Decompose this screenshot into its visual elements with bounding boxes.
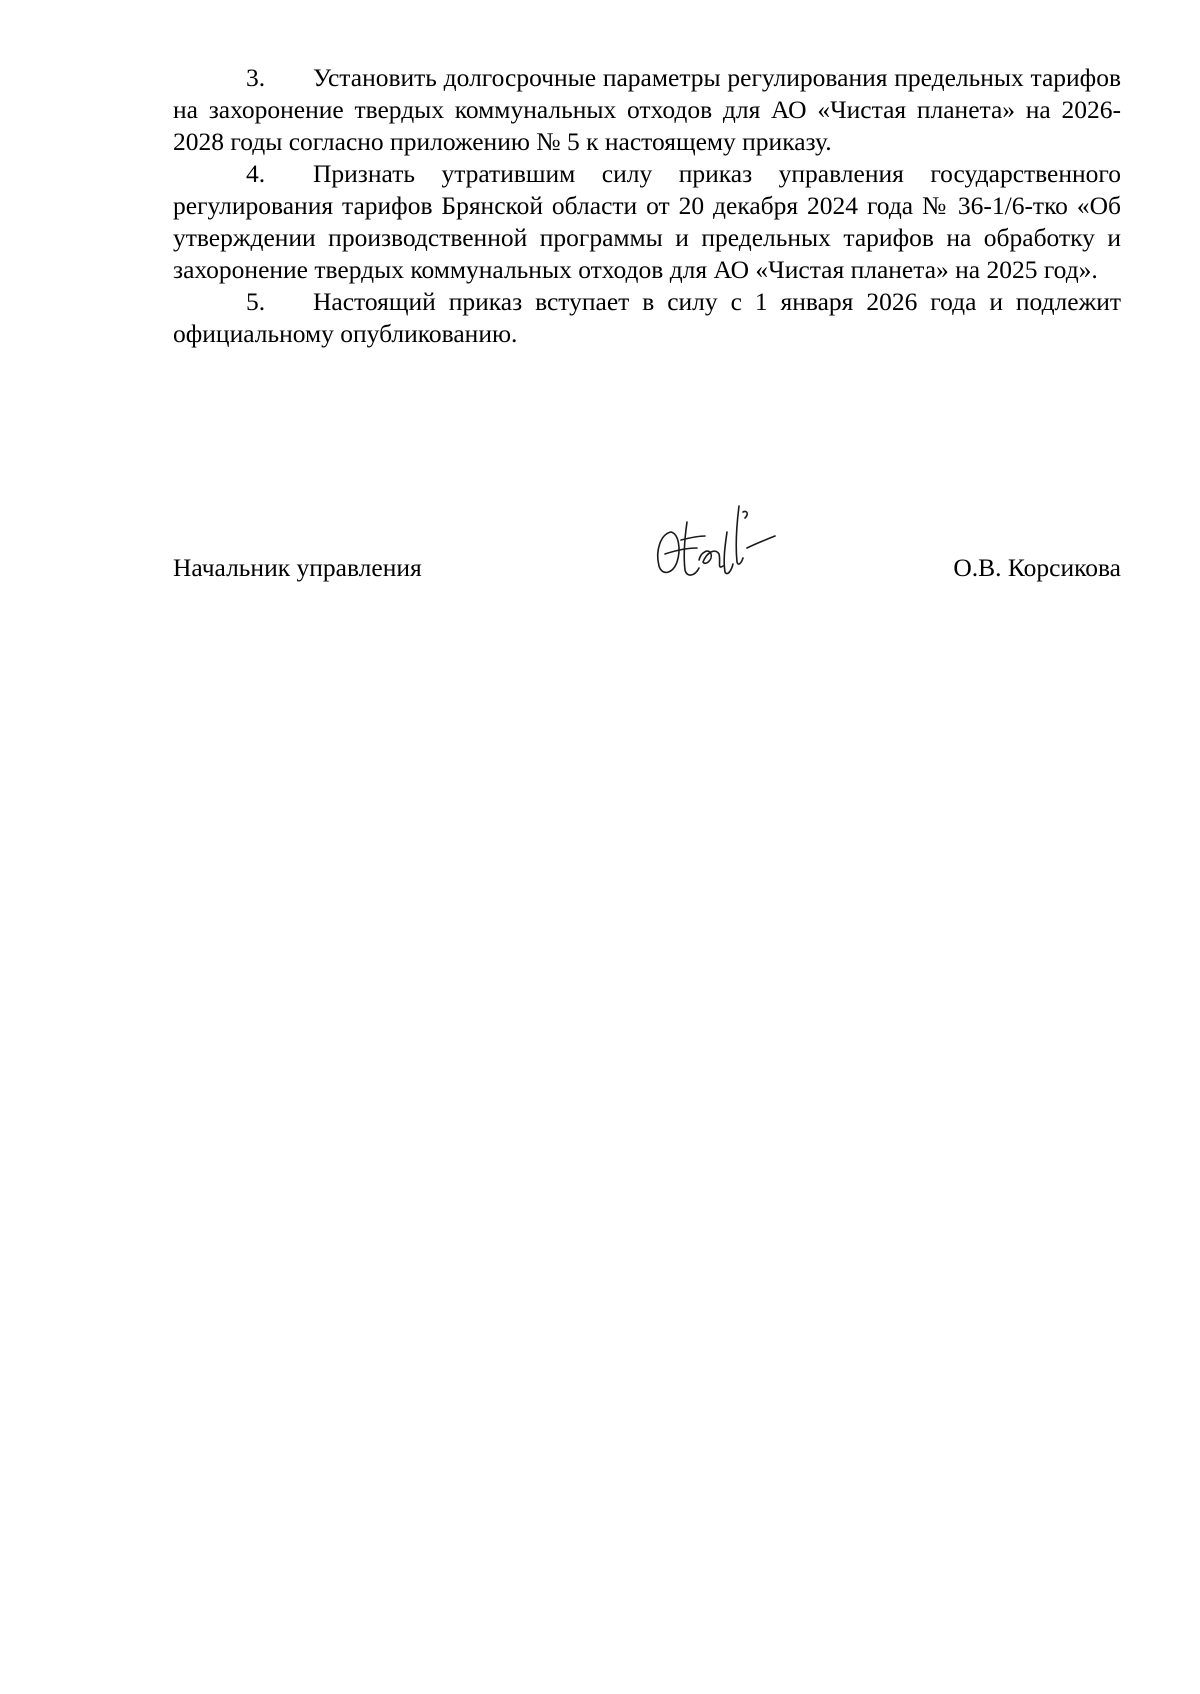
signatory-position: Начальник управления bbox=[173, 553, 422, 582]
paragraph-text: Установить долгосрочные параметры регулирования предельных тарифов на захоронение твердых коммунальных отходов для АО «Чистая планета» на 2026-2028 годы согласно приложению № 5 к настоящему приказу. bbox=[173, 63, 1121, 156]
paragraph-5 bbox=[173, 286, 1121, 350]
handwritten-signature bbox=[643, 492, 793, 584]
paragraph-text: Настоящий приказ вступает в силу с 1 января 2026 года и подлежит официальному опубликованию. bbox=[173, 287, 1121, 348]
paragraph-number: 3. bbox=[246, 63, 266, 92]
signatory-name: О.В. Корсикова bbox=[953, 553, 1121, 582]
paragraph-text: Признать утратившим силу приказ управления государственного регулирования тарифов Брянской области от 20 декабря 2024 года № 36-1/6-тко «Об утверждении производственной программы и предельных тарифов на обработку и захоронение твердых коммунальных отходов для АО «Чистая планета» на 2025 год». bbox=[173, 159, 1121, 284]
document-body bbox=[173, 62, 1121, 350]
paragraph-4 bbox=[173, 158, 1121, 286]
paragraph-number: 5. bbox=[246, 287, 266, 316]
paragraph-number: 4. bbox=[246, 159, 266, 188]
paragraph-3 bbox=[173, 62, 1121, 158]
signature-block bbox=[173, 500, 1121, 590]
